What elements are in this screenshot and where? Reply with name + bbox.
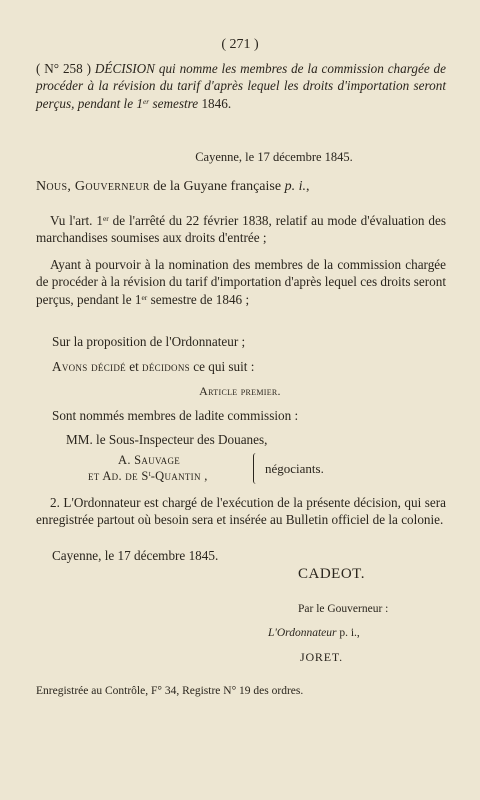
avons-decide: Avons décidé	[52, 359, 126, 374]
mm-line: MM. le Sous-Inspecteur des Douanes,	[66, 432, 268, 447]
avons-decidons: décidons	[142, 359, 190, 374]
governor-line	[36, 178, 446, 195]
ayant-paragraph	[36, 256, 446, 308]
decision-number: ( N° 258 )	[36, 61, 91, 76]
member-quantin-sup: t	[148, 469, 151, 478]
ordonnateur-pi: p. i.,	[336, 627, 360, 639]
sur-proposition: Sur la proposition de l'Ordonnateur ;	[52, 334, 246, 349]
dateline: Cayenne, le 17 décembre 1845.	[195, 150, 353, 164]
decision-subject: qui nomme les membres de la commission chargée de procéder à la révision du tarif d'après lequel les droits d'importation seront perçus, pendant le 1	[36, 61, 447, 111]
vu-paragraph	[36, 212, 446, 247]
par-le-gouverneur: Par le Gouverneur :	[298, 603, 389, 615]
article-heading: Article premier.	[199, 384, 281, 398]
avons-et: et	[125, 359, 143, 374]
article-2: 2. L'Ordonnateur est chargé de l'exécution de la présente décision, qui sera enregistrée partout où besoin sera et insérée au Bulletin officiel de la colonie.	[36, 495, 446, 528]
decision-semestre: semestre	[152, 95, 199, 111]
member-quantin-a: et Ad. de S	[88, 469, 149, 483]
member-quantin	[88, 468, 208, 484]
member-role: négociants.	[265, 461, 324, 476]
member-sauvage: A. Sauvage	[118, 453, 181, 467]
member-brace	[253, 453, 259, 484]
decision-subject-sup: er	[142, 96, 150, 106]
governor-pi: p. i.	[284, 179, 306, 194]
avons-suit: ce qui suit :	[189, 359, 255, 374]
ayant-text-b: semestre de 1846 ;	[147, 291, 250, 307]
signature-cadeot: CADEOT.	[298, 566, 365, 582]
signature-joret: JORET.	[300, 650, 343, 664]
page-number: ( 271 )	[221, 37, 259, 52]
members-group	[88, 452, 348, 488]
vu-text-a: Vu l'art. 1	[50, 213, 103, 228]
vu-sup: er	[102, 214, 109, 223]
governor-nous: Nous, Gouverneur	[36, 179, 150, 194]
registration-note: Enregistrée au Contrôle, F° 34, Registre N° 19 des ordres.	[36, 685, 304, 697]
decision-heading: DÉCISION	[94, 61, 155, 76]
governor-end: ,	[305, 179, 310, 194]
ordonnateur-title: L'Ordonnateur	[268, 627, 337, 639]
closing-date: Cayenne, le 17 décembre 1845.	[52, 548, 219, 563]
decision-title	[36, 60, 446, 112]
ayant-sup: er	[141, 292, 148, 302]
vu-text-b: de l'arrêté du 22 février 1838, relatif au mode d'évaluation des marchandises soumises aux droits d'entrée ;	[36, 213, 446, 246]
member-names	[88, 452, 208, 484]
governor-rest: de la Guyane française	[149, 179, 285, 194]
sont-nommes: Sont nommés membres de ladite commission :	[52, 408, 299, 423]
member-quantin-b: -Quantin ,	[150, 469, 208, 483]
ordonnateur-line	[268, 625, 360, 642]
decision-year: 1846.	[201, 95, 232, 111]
avons-decide-line	[52, 358, 254, 375]
ayant-text-a: Ayant à pourvoir à la nomination des membres de la commission chargée de procéder à la révision du tarif d'importation d'après lequel ces droits seront perçus, pendant le 1	[36, 257, 446, 307]
